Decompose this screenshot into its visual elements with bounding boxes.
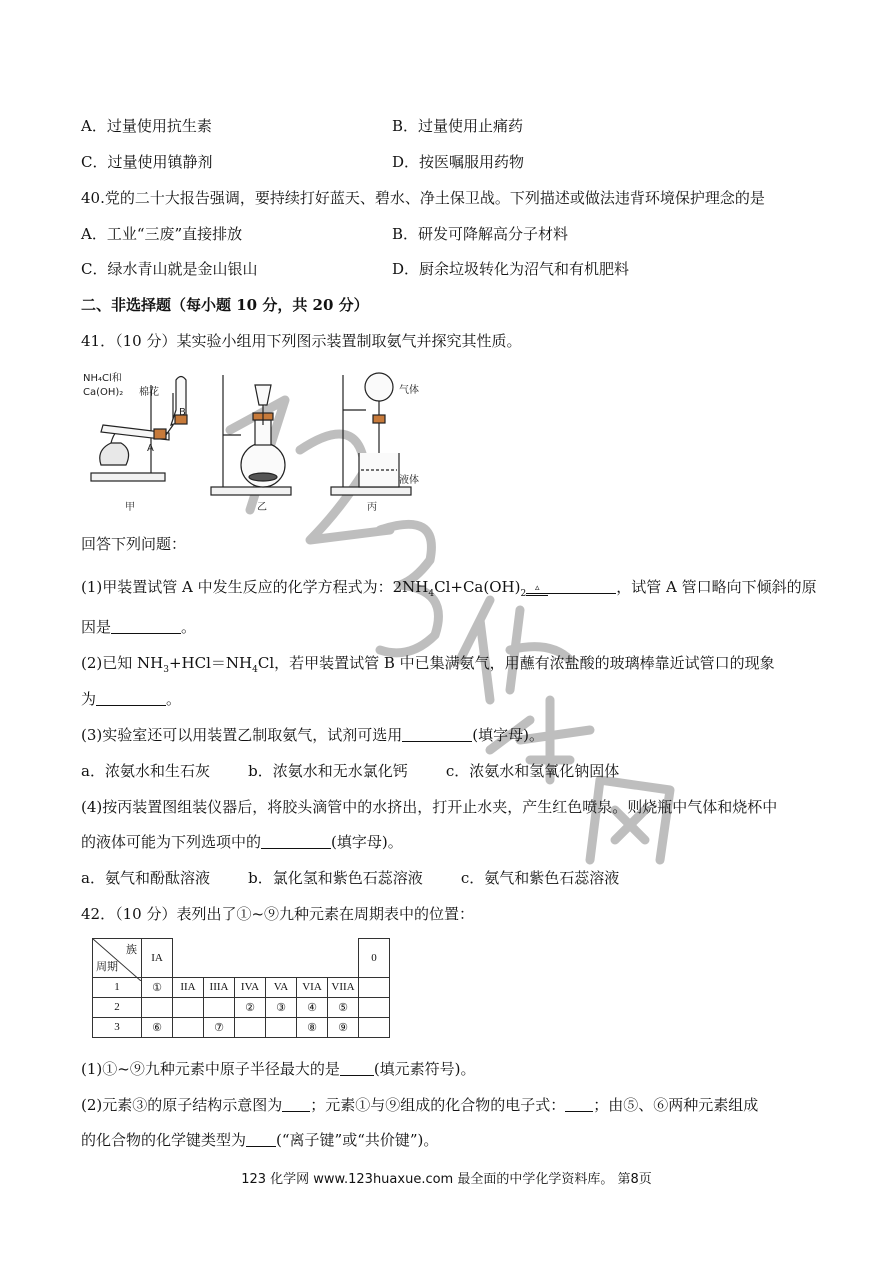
figure-label-cotton: 棉花	[139, 387, 159, 398]
figure-label-tube-a: A	[147, 443, 154, 454]
cell-3-iva	[235, 1017, 266, 1037]
figure-label-gas: 气体	[399, 385, 419, 396]
cell-2-iia	[173, 997, 204, 1017]
group-iiia: IIIA	[204, 977, 235, 997]
section-heading: 二、非选择题（每小题 10 分，共 20 分）	[81, 296, 369, 314]
period-1: 1	[93, 977, 142, 997]
cell-3-via: ⑧	[297, 1017, 328, 1037]
cell-3-zero	[359, 1017, 390, 1037]
question-42-stem: 42．（10 分）表列出了①~⑨九种元素在周期表中的位置：	[81, 905, 475, 923]
group-iva: IVA	[235, 977, 266, 997]
q41-part4-line2: 的液体可能为下列选项中的 (填字母)。	[81, 833, 403, 851]
q42-part1: (1)①~⑨九种元素中原子半径最大的是 (填元素符号)。	[81, 1060, 476, 1078]
cell-1-ia: ①	[142, 977, 173, 997]
q41-part2-line1: (2)已知 $NH_3+HCl=NH_4Cl$，若甲装置试管 B 中已集满氨气，用蘸有浓盐酸的玻璃棒靠近试管口的现象	[81, 654, 775, 675]
header-group: 族	[126, 944, 137, 956]
q42-part2-line1: (2)元素③的原子结构示意图为 ；元素①与⑨组成的化合物的电子式： ；由⑤、⑥两种元素组成	[81, 1096, 759, 1114]
question-41-stem: 41．（10 分）某实验小组用下列图示装置制取氨气并探究其性质。	[81, 332, 522, 350]
q41-part3-options: a．浓氨水和生石灰 b．浓氨水和无水氯化钙 c．浓氨水和氢氧化钠固体	[81, 762, 620, 780]
q41-part1-line1: (1)甲装置试管 A 中发生反应的化学方程式为：$2NH_4Cl+Ca(OH)_2▵$ ，试管 A 管口略向下倾斜的原	[81, 578, 817, 599]
answer-blank-6[interactable]	[340, 1060, 374, 1076]
answer-blank-1[interactable]	[548, 578, 616, 594]
q41-part4-options: a．氨气和酚酞溶液 b．氯化氢和紫色石蕊溶液 c．氨气和紫色石蕊溶液	[81, 869, 620, 887]
option-40-b: B．研发可降解高分子材料	[392, 225, 569, 243]
group-va: VA	[266, 977, 297, 997]
cell-2-ia	[142, 997, 173, 1017]
page-footer: 123 化学网 www.123huaxue.com 最全面的中学化学资料库。 第8页	[241, 1172, 652, 1187]
cell-2-zero	[359, 997, 390, 1017]
figure-caption-jia: 甲	[125, 502, 135, 513]
group-iia: IIA	[173, 977, 204, 997]
figure-label-liquid: 液体	[399, 475, 419, 486]
periodic-table	[92, 938, 390, 1038]
cell-1-zero	[359, 977, 390, 997]
figure-caption-yi: 乙	[257, 502, 267, 513]
question-40-stem: 40.党的二十大报告强调，要持续打好蓝天、碧水、净土保卫战。下列描述或做法违背环境保护理念的是	[81, 189, 765, 207]
cell-3-viia: ⑨	[328, 1017, 359, 1037]
answer-blank-5[interactable]	[261, 833, 331, 849]
option-39-c: C．过量使用镇静剂	[81, 153, 213, 171]
period-2: 2	[93, 997, 142, 1017]
cell-2-iiia	[204, 997, 235, 1017]
header-period: 周期	[96, 960, 118, 973]
apparatus-figure	[81, 365, 441, 515]
answer-blank-8[interactable]	[565, 1096, 593, 1112]
option-39-d: D．按医嘱服用药物	[392, 153, 525, 171]
q41-part3: (3)实验室还可以用装置乙制取氨气，试剂可选用 (填字母)。	[81, 726, 544, 744]
figure-caption-bing: 丙	[367, 502, 377, 513]
group-zero: 0	[359, 939, 390, 978]
q41-part4-line1: (4)按丙装置图组装仪器后，将胶头滴管中的水挤出，打开止水夹，产生红色喷泉。则烧瓶中气体和烧杯中	[81, 798, 778, 816]
answer-blank-9[interactable]	[246, 1131, 276, 1147]
table-corner-header	[93, 939, 142, 978]
q41-part1-line2: 因是 。	[81, 618, 197, 636]
figure-label-reagent: NH₄Cl和	[83, 373, 122, 384]
option-40-a: A．工业“三废”直接排放	[81, 225, 243, 243]
answer-blank-7[interactable]	[282, 1096, 310, 1112]
cell-3-va	[266, 1017, 297, 1037]
q41-part2-line2: 为 。	[81, 690, 182, 708]
cell-2-viia: ⑤	[328, 997, 359, 1017]
q42-part2-line2: 的化合物的化学键类型为 (“离子键”或“共价键”)。	[81, 1131, 439, 1149]
option-40-c: C．绿水青山就是金山银山	[81, 260, 258, 278]
answer-blank-4[interactable]	[402, 726, 472, 742]
group-ia: IA	[142, 939, 173, 978]
cell-3-ia: ⑥	[142, 1017, 173, 1037]
group-via: VIA	[297, 977, 328, 997]
option-39-b: B．过量使用止痛药	[392, 117, 524, 135]
group-viia: VIIA	[328, 977, 359, 997]
answer-blank-3[interactable]	[96, 690, 166, 706]
cell-3-iia	[173, 1017, 204, 1037]
cell-2-va: ③	[266, 997, 297, 1017]
option-39-a: A．过量使用抗生素	[81, 117, 212, 135]
figure-label-tube-b: B	[179, 407, 186, 418]
cell-2-iva: ②	[235, 997, 266, 1017]
period-3: 3	[93, 1017, 142, 1037]
answer-intro: 回答下列问题：	[81, 535, 187, 553]
answer-blank-2[interactable]	[111, 618, 181, 634]
option-40-d: D．厨余垃圾转化为沼气和有机肥料	[392, 260, 630, 278]
cell-3-iiia: ⑦	[204, 1017, 235, 1037]
cell-2-via: ④	[297, 997, 328, 1017]
figure-label-reagent2: Ca(OH)₂	[83, 387, 124, 398]
